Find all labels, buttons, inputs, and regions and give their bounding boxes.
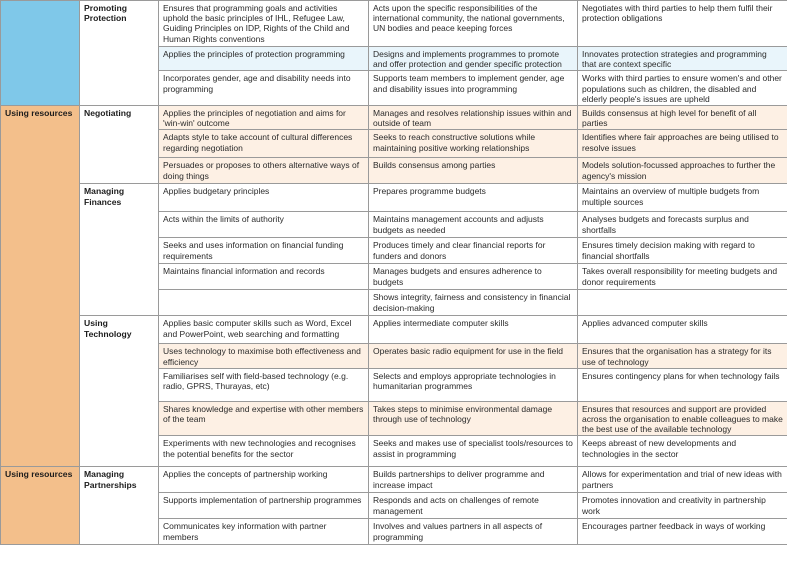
competency-cell-level-2: Prepares programme budgets [369, 184, 578, 212]
competency-cell-level-3: Allows for experimentation and trial of new ideas with partners [578, 467, 787, 493]
subcategory-cell: Managing Partnerships [80, 467, 159, 545]
subcategory-cell: Promoting Protection [80, 1, 159, 106]
competency-cell-level-1: Communicates key information with partner members [159, 519, 369, 545]
competency-cell-level-3: Analyses budgets and forecasts surplus and shortfalls [578, 212, 787, 238]
competency-cell-level-1: Incorporates gender, age and disability needs into programming [159, 71, 369, 106]
competency-cell-level-3: Ensures timely decision making with regard to financial shortfalls [578, 238, 787, 264]
competency-cell-level-1: Applies the principles of protection programming [159, 47, 369, 71]
competency-cell-level-2: Selects and employs appropriate technologies in humanitarian programmes [369, 368, 578, 401]
competency-cell-level-2: Produces timely and clear financial reports for funders and donors [369, 238, 578, 264]
table-row [1, 316, 787, 344]
competency-cell-level-3: Takes overall responsibility for meeting budgets and donor requirements [578, 264, 787, 290]
subcategory-cell: Managing Finances [80, 184, 159, 316]
competency-cell-level-2: Manages and resolves relationship issues within and outside of team [369, 106, 578, 130]
competency-cell-level-3: Encourages partner feedback in ways of working [578, 519, 787, 545]
competency-cell-level-2: Applies intermediate computer skills [369, 316, 578, 344]
competency-cell-level-2: Supports team members to implement gender, age and disability issues into programming [369, 71, 578, 106]
table-row [1, 467, 787, 493]
competency-cell-level-3: Keeps abreast of new developments and technologies in the sector [578, 436, 787, 467]
competency-cell-level-3: Ensures contingency plans for when technology fails [578, 368, 787, 401]
subcategory-cell: Using Technology [80, 316, 159, 467]
competency-cell-level-2: Responds and acts on challenges of remote management [369, 493, 578, 519]
category-cell [1, 1, 80, 106]
subcategory-cell: Negotiating [80, 106, 159, 184]
competency-cell-level-1: Shares knowledge and expertise with other members of the team [159, 401, 369, 436]
competency-cell-level-1: Seeks and uses information on financial funding requirements [159, 238, 369, 264]
table-row [1, 1, 787, 47]
competency-cell-level-1: Adapts style to take account of cultural differences regarding negotiation [159, 130, 369, 158]
competency-cell-level-3: Works with third parties to ensure women's and other populations such as children, the disabled and elderly people's issues are upheld [578, 71, 787, 106]
competency-cell-level-2: Builds consensus among parties [369, 158, 578, 184]
competency-cell-level-2: Shows integrity, fairness and consistency in financial decision-making [369, 290, 578, 316]
competency-cell-level-3: Applies advanced computer skills [578, 316, 787, 344]
competency-cell-level-3: Negotiates with third parties to help them fulfil their protection obligations [578, 1, 787, 47]
competency-cell-level-1: Experiments with new technologies and recognises the potential benefits for the sector [159, 436, 369, 467]
competency-cell-level-1 [159, 290, 369, 316]
competency-cell-level-3: Models solution-focussed approaches to further the agency's mission [578, 158, 787, 184]
table-row [1, 106, 787, 130]
competency-cell-level-1: Applies basic computer skills such as Word, Excel and PowerPoint, web searching and formatting [159, 316, 369, 344]
competency-cell-level-3: Ensures that resources and support are provided across the organisation to enable colleagues to make the best use of the available technology [578, 401, 787, 436]
competency-cell-level-1: Maintains financial information and records [159, 264, 369, 290]
competency-cell-level-3: Innovates protection strategies and programming that are context specific [578, 47, 787, 71]
competency-cell-level-1: Uses technology to maximise both effectiveness and efficiency [159, 344, 369, 368]
competency-table-body [1, 1, 787, 545]
competency-cell-level-2: Acts upon the specific responsibilities of the international community, the national governments, UN bodies and peace keeping forces [369, 1, 578, 47]
competency-cell-level-3: Ensures that the organisation has a strategy for its use of technology [578, 344, 787, 368]
competency-cell-level-3: Maintains an overview of multiple budgets from multiple sources [578, 184, 787, 212]
competency-cell-level-2: Maintains management accounts and adjusts budgets as needed [369, 212, 578, 238]
competency-cell-level-1: Applies the concepts of partnership working [159, 467, 369, 493]
competency-cell-level-1: Acts within the limits of authority [159, 212, 369, 238]
competency-cell-level-1: Supports implementation of partnership programmes [159, 493, 369, 519]
competency-cell-level-1: Persuades or proposes to others alternative ways of doing things [159, 158, 369, 184]
competency-cell-level-1: Familiarises self with field-based technology (e.g. radio, GPRS, Thurayas, etc) [159, 368, 369, 401]
competency-cell-level-2: Designs and implements programmes to promote and offer protection and gender specific protection [369, 47, 578, 71]
competency-cell-level-2: Seeks and makes use of specialist tools/resources to assist in programming [369, 436, 578, 467]
competency-cell-level-3: Promotes innovation and creativity in partnership work [578, 493, 787, 519]
competency-cell-level-3 [578, 290, 787, 316]
competency-cell-level-1: Applies budgetary principles [159, 184, 369, 212]
competency-cell-level-2: Builds partnerships to deliver programme and increase impact [369, 467, 578, 493]
category-cell: Using resources [1, 106, 80, 467]
competency-cell-level-3: Identifies where fair approaches are being utilised to resolve issues [578, 130, 787, 158]
category-cell: Using resources [1, 467, 80, 545]
competency-cell-level-2: Involves and values partners in all aspects of programming [369, 519, 578, 545]
competency-cell-level-2: Takes steps to minimise environmental damage through use of technology [369, 401, 578, 436]
competency-cell-level-1: Ensures that programming goals and activities uphold the basic principles of IHL, Refugee Law, Guiding Principles on IDP, Rights of the Child and Human Rights conventions [159, 1, 369, 47]
competency-cell-level-3: Builds consensus at high level for benefit of all parties [578, 106, 787, 130]
competency-cell-level-2: Operates basic radio equipment for use in the field [369, 344, 578, 368]
competency-cell-level-1: Applies the principles of negotiation and aims for 'win-win' outcome [159, 106, 369, 130]
competency-cell-level-2: Seeks to reach constructive solutions while maintaining positive working relationships [369, 130, 578, 158]
table-row [1, 184, 787, 212]
competency-cell-level-2: Manages budgets and ensures adherence to budgets [369, 264, 578, 290]
